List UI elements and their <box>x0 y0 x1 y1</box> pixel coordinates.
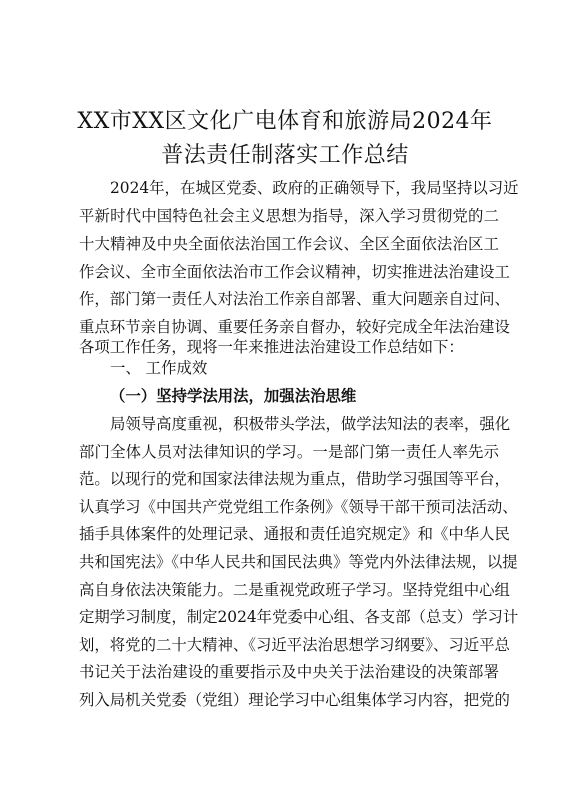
document-title-line-2: 普法责任制落实工作总结 <box>161 143 409 168</box>
intro-line: 作会议、全市全面依法治市工作会议精神，切实推进法治建设工 <box>79 263 510 281</box>
intro-line: 作，部门第一责任人对法治工作亲自部署、重大问题亲自过问、 <box>79 290 510 308</box>
intro-line: 十大精神及中央全面依法治国工作会议、全区全面依法治区工 <box>79 235 499 253</box>
intro-line: 平新时代中国特色社会主义思想为指导，深入学习贯彻党的二 <box>79 207 499 225</box>
intro-line: 2024年，在城区党委、政府的正确领导下，我局坚持以习近 <box>110 179 519 197</box>
body-line: 定期学习制度，制定2024年党委中心组、各支部（总支）学习计 <box>79 608 519 626</box>
body-line: 认真学习《中国共产党党组工作条例》《领导干部干预司法活动、 <box>79 498 518 516</box>
body-line: 列入局机关党委（党组）理论学习中心组集体学习内容，把党的 <box>79 691 510 709</box>
body-line: 局领导高度重视，积极带头学法，做学法知法的表率，强化 <box>110 415 511 433</box>
body-line: 范。以现行的党和国家法律法规为重点，借助学习强国等平台， <box>79 470 510 488</box>
body-line: 插手具体案件的处理记录、通报和责任追究规定》和《中华人民 <box>79 525 510 543</box>
intro-line: 各项工作任务，现将一年来推进法治建设工作总结如下： <box>79 338 464 356</box>
document-title-line-1: XX市XX区文化广电体育和旅游局2024年 <box>77 109 493 134</box>
body-line: 书记关于法治建设的重要指示及中央关于法治建设的决策部署 <box>79 663 499 681</box>
body-line: 部门全体人员对法律知识的学习。一是部门第一责任人率先示 <box>79 443 499 461</box>
subsection-heading: （一）坚持学法用法，加强法治思维 <box>110 387 357 405</box>
intro-line: 重点环节亲自协调、重要任务亲自督办，较好完成全年法治建设 <box>79 318 510 336</box>
body-line: 划，将党的二十大精神、《习近平法治思想学习纲要》、习近平总 <box>79 636 510 654</box>
section-heading: 一、 工作成效 <box>110 359 208 377</box>
body-line: 高自身依法决策能力。二是重视党政班子学习。坚持党组中心组 <box>79 581 510 599</box>
body-line: 共和国宪法》《中华人民共和国民法典》等党内外法律法规，以提 <box>79 553 518 571</box>
